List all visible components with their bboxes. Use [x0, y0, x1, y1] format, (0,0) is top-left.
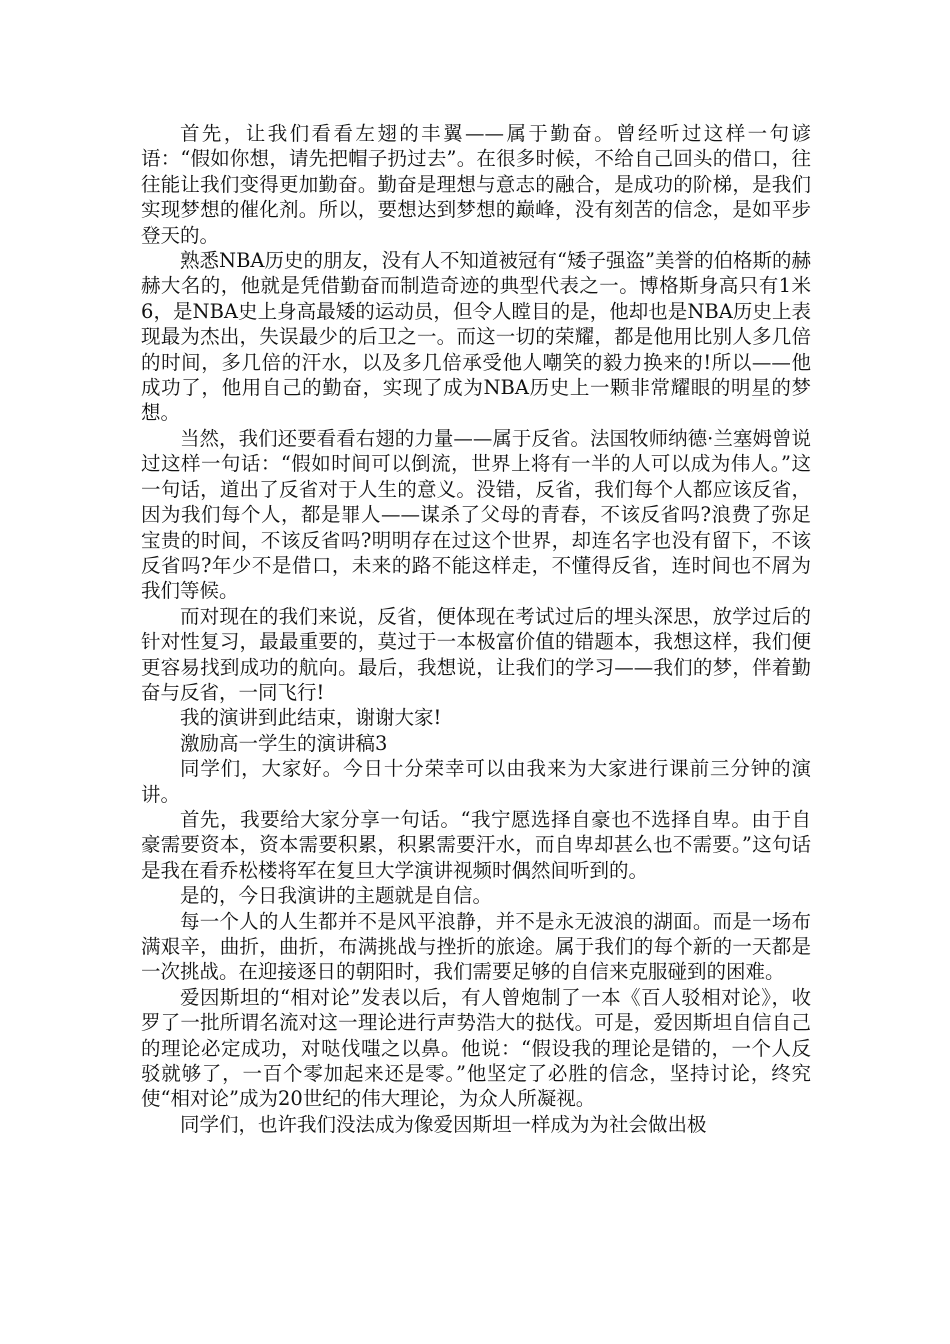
paragraph: 每一个人的人生都并不是风平浪静，并不是永无波浪的湖面。而是一场布满艰辛，曲折，曲折，布满挑战与挫折的旅途。属于我们的每个新的一天都是一次挑战。在迎接逐日的朝阳时，我们需要足够的自信来克服碰到的困难。 — [141, 909, 811, 984]
paragraph: 当然，我们还要看看右翅的力量——属于反省。法国牧师纳德·兰塞姆曾说过这样一句话：“假如时间可以倒流，世界上将有一半的人可以成为伟人。”这一句话，道出了反省对于人生的意义。没错，反省，我们每个人都应该反省，因为我们每个人，都是罪人——谋杀了父母的青春，不该反省吗?浪费了弥足宝贵的时间，不该反省吗?明明存在过这个世界，却连名字也没有留下，不该反省吗?年少不是借口，未来的路不能这样走，不懂得反省，连时间也不屑为我们等候。 — [141, 426, 811, 603]
paragraph: 首先，我要给大家分享一句话。“我宁愿选择自豪也不选择自卑。由于自豪需要资本，资本需要积累，积累需要汗水，而自卑却甚么也不需要。”这句话是我在看乔松楼将军在复旦大学演讲视频时偶然间听到的。 — [141, 807, 811, 882]
document-body — [141, 121, 811, 1137]
paragraph: 而对现在的我们来说，反省，便体现在考试过后的埋头深思，放学过后的针对性复习，最最重要的，莫过于一本极富价值的错题本，我想这样，我们便更容易找到成功的航向。最后，我想说，让我们的学习——我们的梦，伴着勤奋与反省，一同飞行! — [141, 604, 811, 704]
paragraph: 我的演讲到此结束，谢谢大家! — [180, 706, 442, 730]
paragraph: 熟悉NBA历史的朋友，没有人不知道被冠有“矮子强盗”美誉的伯格斯的赫赫大名的，他就是凭借勤奋而制造奇迹的典型代表之一。博格斯身高只有1米6，是NBA史上身高最矮的运动员，但令人瞠目的是，他却也是NBA历史上表现最为杰出，失误最少的后卫之一。而这一切的荣耀，都是他用比别人多几倍的时间，多几倍的汗水，以及多几倍承受他人嘲笑的毅力换来的!所以——他成功了，他用自己的勤奋，实现了成为NBA历史上一颗非常耀眼的明星的梦想。 — [141, 249, 811, 425]
paragraph: 同学们，也许我们没法成为像爱因斯坦一样成为为社会做出极 — [180, 1112, 707, 1136]
section-heading: 激励高一学生的演讲稿3 — [180, 731, 388, 755]
paragraph: 爱因斯坦的“相对论”发表以后，有人曾炮制了一本《百人驳相对论》，收罗了一批所谓名流对这一理论进行声势浩大的挞伐。可是，爱因斯坦自信自己的理论必定成功，对哒伐嗤之以鼻。他说：“假设我的理论是错的，一个人反驳就够了，一百个零加起来还是零。”他坚定了必胜的信念，坚持讨论，终究使“相对论”成为20世纪的伟大理论，为众人所凝视。 — [141, 985, 811, 1111]
paragraph: 是的，今日我演讲的主题就是自信。 — [180, 884, 493, 908]
paragraph: 同学们，大家好。今日十分荣幸可以由我来为大家进行课前三分钟的演讲。 — [141, 757, 811, 806]
paragraph: 首先，让我们看看左翅的丰翼——属于勤奋。曾经听过这样一句谚语：“假如你想，请先把帽子扔过去”。在很多时候，不给自己回头的借口，往往能让我们变得更加勤奋。勤奋是理想与意志的融合，是成功的阶梯，是我们实现梦想的催化剂。所以，要想达到梦想的巅峰，没有刻苦的信念，是如平步登天的。 — [141, 122, 811, 247]
